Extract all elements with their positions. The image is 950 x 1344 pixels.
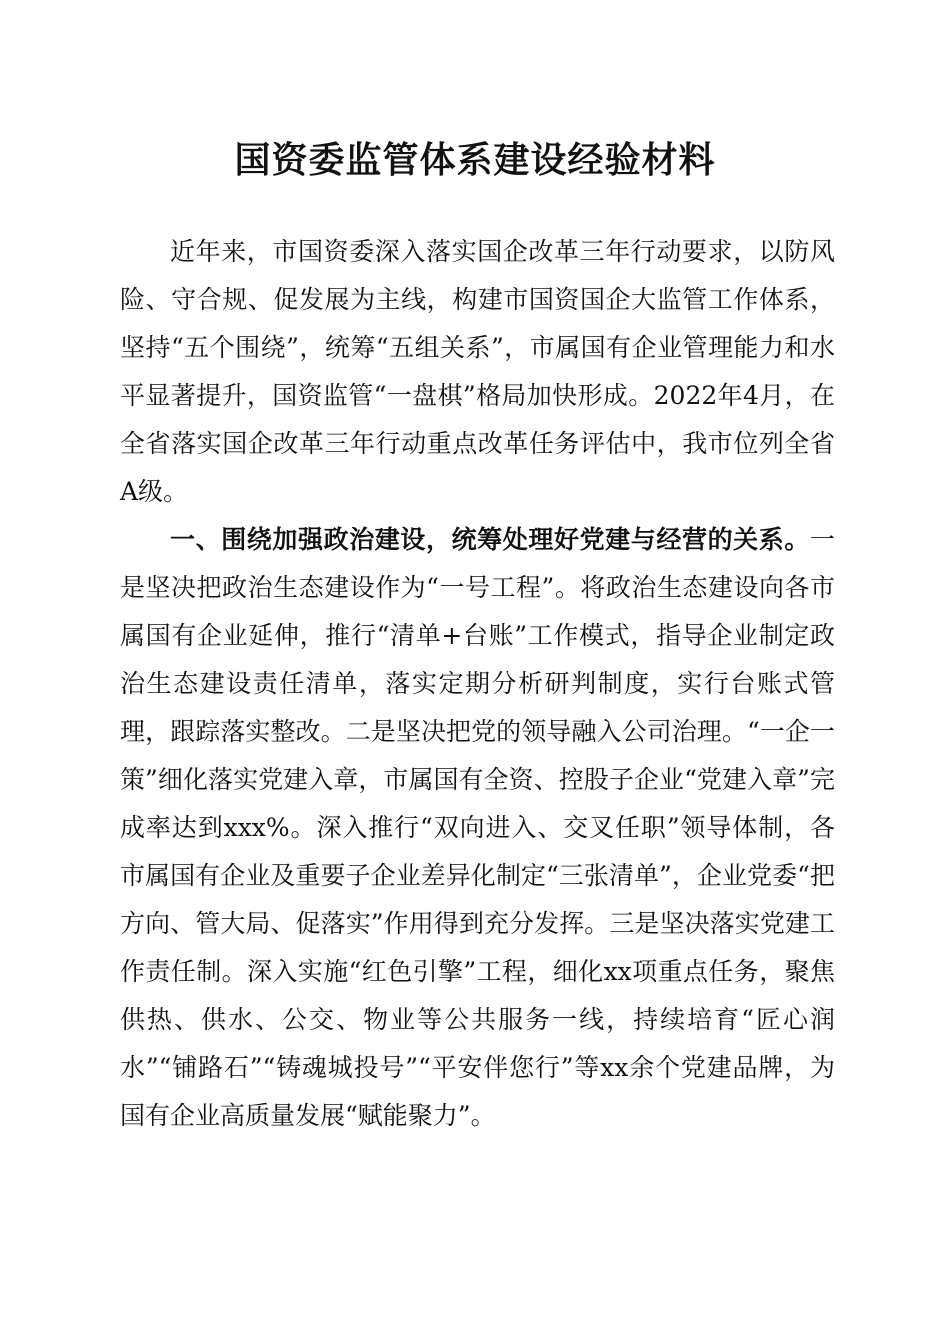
section-one-heading: 一、围绕加强政治建设，统筹处理好党建与经营的关系。 <box>170 525 810 554</box>
intro-paragraph <box>120 228 835 516</box>
document-body <box>120 228 835 1140</box>
intro-paragraph-text: 近年来，市国资委深入落实国企改革三年行动要求，以防风险、守合规、促发展为主线，构建市国资国企大监管工作体系，坚持“五个围绕”，统筹“五组关系”，市属国有企业管理能力和水平显著提升，国资监管“一盘棋”格局加快形成。2022年4月，在全省落实国企改革三年行动重点改革任务评估中，我市位列全省A级。 <box>120 237 835 506</box>
section-one-text: 一是坚决把政治生态建设作为“一号工程”。将政治生态建设向各市属国有企业延伸，推行“清单+台账”工作模式，指导企业制定政治生态建设责任清单，落实定期分析研判制度，实行台账式管理，跟踪落实整改。二是坚决把党的领导融入公司治理。“一企一策”细化落实党建入章，市属国有全资、控股子企业“党建入章”完成率达到xxx%。深入推行“双向进入、交叉任职”领导体制，各市属国有企业及重要子企业差异化制定“三张清单”，企业党委“把方向、管大局、促落实”作用得到充分发挥。三是坚决落实党建工作责任制。深入实施“红色引擎”工程，细化xx项重点任务，聚焦供热、供水、公交、物业等公共服务一线，持续培育“匠心润水”“铺路石”“铸魂城投号”“平安伴您行”等xx余个党建品牌，为国有企业高质量发展“赋能聚力”。 <box>120 525 835 1130</box>
section-one-paragraph <box>120 516 835 1140</box>
document-title: 国资委监管体系建设经验材料 <box>234 139 716 181</box>
